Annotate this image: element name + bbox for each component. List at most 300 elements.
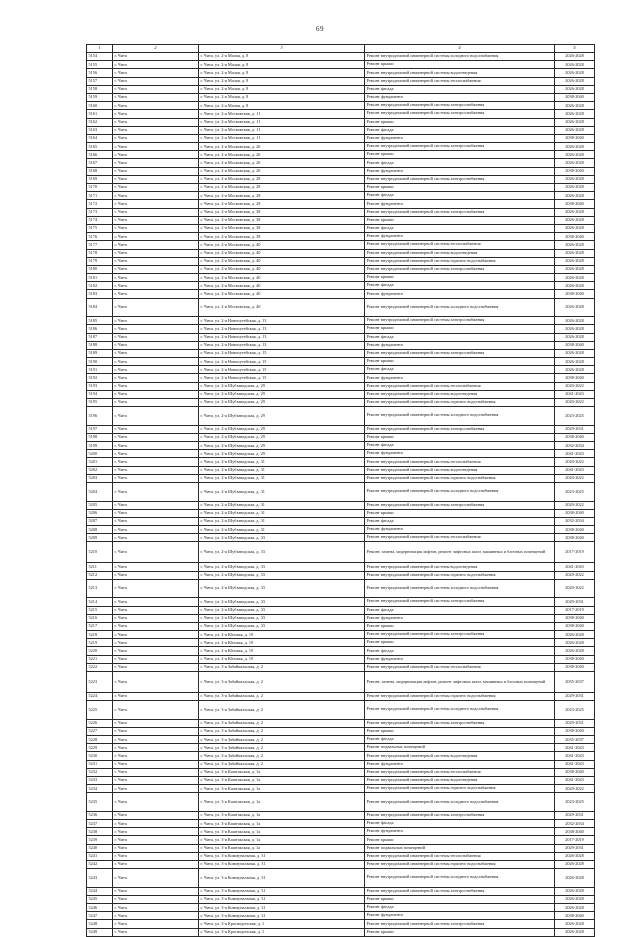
row-number: 5181 bbox=[87, 274, 113, 282]
row-address: г. Чита, ул. 2-я Московская, д. 40 bbox=[199, 265, 365, 273]
row-work-type: Ремонт внутридомовой инженерной системы горячего водоснабжения bbox=[365, 861, 555, 869]
row-number: 5206 bbox=[87, 509, 113, 517]
table-row bbox=[87, 442, 595, 450]
row-number: 5217 bbox=[87, 622, 113, 630]
row-city: г. Чита bbox=[113, 366, 199, 374]
row-period: 2026-2028 bbox=[555, 861, 595, 869]
row-number: 5163 bbox=[87, 126, 113, 134]
row-city: г. Чита bbox=[113, 407, 199, 426]
row-number: 5196 bbox=[87, 407, 113, 426]
row-city: г. Чита bbox=[113, 534, 199, 542]
row-number: 5249 bbox=[87, 928, 113, 936]
row-city: г. Чита bbox=[113, 727, 199, 735]
table-row bbox=[87, 785, 595, 793]
row-work-type: Ремонт фасада bbox=[365, 192, 555, 200]
row-period: 2038-2040 bbox=[555, 828, 595, 836]
row-address: г. Чита, ул. 3-я Забайкальская, д. 2 bbox=[199, 693, 365, 701]
header-col-4: 4 bbox=[365, 45, 555, 53]
row-number: 5160 bbox=[87, 102, 113, 110]
table-row bbox=[87, 118, 595, 126]
row-number: 5200 bbox=[87, 450, 113, 458]
row-number: 5218 bbox=[87, 631, 113, 639]
row-address: г. Чита, ул. 2-я Шубзаводская, д. 29 bbox=[199, 382, 365, 390]
row-work-type: Ремонт крыши bbox=[365, 639, 555, 647]
row-period: 2026-2028 bbox=[555, 852, 595, 860]
row-work-type: Ремонт фундамента bbox=[365, 134, 555, 142]
row-address: г. Чита, ул. 2-я Шубзаводская, д. 31 bbox=[199, 526, 365, 534]
table-row bbox=[87, 102, 595, 110]
row-address: г. Чита, ул. 3-я Коммунальная, д. 31 bbox=[199, 852, 365, 860]
row-period: 2026-2028 bbox=[555, 298, 595, 317]
row-work-type: Ремонт крыши bbox=[365, 274, 555, 282]
table-row bbox=[87, 175, 595, 183]
row-address: г. Чита, ул. 2-я Московская, д. 40 bbox=[199, 298, 365, 317]
row-city: г. Чита bbox=[113, 571, 199, 579]
row-address: г. Чита, ул. 2-я Юнская, д. 19 bbox=[199, 639, 365, 647]
row-work-type: Ремонт внутридомовой инженерной системы электроснабжения bbox=[365, 887, 555, 895]
row-work-type: Ремонт крыши bbox=[365, 358, 555, 366]
table-row bbox=[87, 192, 595, 200]
row-number: 5161 bbox=[87, 110, 113, 118]
row-city: г. Чита bbox=[113, 777, 199, 785]
row-period: 2038-2040 bbox=[555, 768, 595, 776]
table-row bbox=[87, 542, 595, 563]
row-number: 5247 bbox=[87, 912, 113, 920]
row-work-type: Ремонт внутридомовой инженерной системы электроснабжения bbox=[365, 317, 555, 325]
row-address: г. Чита, ул. 2-я Новопутейская, д. 13 bbox=[199, 341, 365, 349]
row-address: г. Чита, ул. 3-я Забайкальская, д. 2 bbox=[199, 672, 365, 693]
row-city: г. Чита bbox=[113, 895, 199, 903]
row-address: г. Чита, ул. 2-я Шубзаводская, д. 33 bbox=[199, 598, 365, 606]
row-number: 5175 bbox=[87, 224, 113, 232]
row-number: 5203 bbox=[87, 474, 113, 482]
row-number: 5171 bbox=[87, 192, 113, 200]
row-address: г. Чита, ул. 3-я Каштакская, д. 1а bbox=[199, 828, 365, 836]
row-city: г. Чита bbox=[113, 265, 199, 273]
row-work-type: Ремонт, замена, модернизация лифтов, ремонт лифтовых шахт, машинных и блочных помещений bbox=[365, 542, 555, 563]
row-number: 5236 bbox=[87, 811, 113, 819]
row-period: 2026-2028 bbox=[555, 282, 595, 290]
row-number: 5229 bbox=[87, 744, 113, 752]
row-address: г. Чита, ул. 2-я Шубзаводская, д. 29 bbox=[199, 407, 365, 426]
row-work-type: Ремонт внутридомовой инженерной системы водоотведения bbox=[365, 390, 555, 398]
row-city: г. Чита bbox=[113, 768, 199, 776]
row-number: 5226 bbox=[87, 719, 113, 727]
row-number: 5242 bbox=[87, 861, 113, 869]
table-row bbox=[87, 241, 595, 249]
row-work-type: Ремонт фундамента bbox=[365, 93, 555, 101]
row-number: 5224 bbox=[87, 693, 113, 701]
row-address: г. Чита, ул. 2-я Московская, д. 26 bbox=[199, 167, 365, 175]
row-period: 2041-2043 bbox=[555, 466, 595, 474]
row-work-type: Ремонт внутридомовой инженерной системы электроснабжения bbox=[365, 208, 555, 216]
row-work-type: Ремонт внутридомовой инженерной системы теплоснабжения bbox=[365, 852, 555, 860]
row-period: 2017-2019 bbox=[555, 606, 595, 614]
row-number: 5212 bbox=[87, 571, 113, 579]
row-address: г. Чита, ул. 2-я Московская, д. 26 bbox=[199, 151, 365, 159]
row-address: г. Чита, ул. 2-я Шубзаводская, д. 33 bbox=[199, 542, 365, 563]
row-city: г. Чита bbox=[113, 647, 199, 655]
row-city: г. Чита bbox=[113, 663, 199, 671]
table-row bbox=[87, 752, 595, 760]
table-row bbox=[87, 672, 595, 693]
row-work-type: Ремонт фасада bbox=[365, 820, 555, 828]
row-address: г. Чита, ул. 2-я Шубзаводская, д. 33 bbox=[199, 622, 365, 630]
row-period: 2041-2043 bbox=[555, 752, 595, 760]
table-row bbox=[87, 249, 595, 257]
row-address: г. Чита, ул. 2-я Московская, д. 26 bbox=[199, 159, 365, 167]
row-work-type: Ремонт подвальных помещений bbox=[365, 844, 555, 852]
row-city: г. Чита bbox=[113, 793, 199, 812]
row-work-type: Ремонт внутридомовой инженерной системы теплоснабжения bbox=[365, 534, 555, 542]
row-number: 5201 bbox=[87, 458, 113, 466]
row-address: г. Чита, ул. 3-я Забайкальская, д. 2 bbox=[199, 701, 365, 720]
row-address: г. Чита, ул. 2-я Шубзаводская, д. 29 bbox=[199, 425, 365, 433]
row-work-type: Ремонт фундамента bbox=[365, 912, 555, 920]
table-row bbox=[87, 736, 595, 744]
table-row bbox=[87, 200, 595, 208]
row-number: 5188 bbox=[87, 341, 113, 349]
row-number: 5198 bbox=[87, 433, 113, 441]
row-address: г. Чита, ул. 3-я Коммунальная, д. 31 bbox=[199, 869, 365, 888]
row-period: 2026-2028 bbox=[555, 53, 595, 61]
row-number: 5246 bbox=[87, 904, 113, 912]
table-row bbox=[87, 861, 595, 869]
row-address: г. Чита, ул. 3-я Коммунальная, д. 31 bbox=[199, 887, 365, 895]
row-period: 2026-2028 bbox=[555, 126, 595, 134]
table-row bbox=[87, 341, 595, 349]
table-row bbox=[87, 69, 595, 77]
row-number: 5197 bbox=[87, 425, 113, 433]
row-address: г. Чита, ул. 3-я Коммунальная, д. 31 bbox=[199, 904, 365, 912]
row-number: 5223 bbox=[87, 672, 113, 693]
row-city: г. Чита bbox=[113, 290, 199, 298]
row-work-type: Ремонт подвальных помещений bbox=[365, 744, 555, 752]
row-work-type: Ремонт внутридомовой инженерной системы горячего водоснабжения bbox=[365, 474, 555, 482]
table-row bbox=[87, 399, 595, 407]
row-city: г. Чита bbox=[113, 325, 199, 333]
table-row bbox=[87, 233, 595, 241]
row-city: г. Чита bbox=[113, 542, 199, 563]
row-city: г. Чита bbox=[113, 374, 199, 382]
row-city: г. Чита bbox=[113, 622, 199, 630]
row-period: 2035-2037 bbox=[555, 672, 595, 693]
row-address: г. Чита, ул. 3-я Коммунальная, д. 31 bbox=[199, 895, 365, 903]
row-work-type: Ремонт внутридомовой инженерной системы электроснабжения bbox=[365, 501, 555, 509]
row-number: 5248 bbox=[87, 920, 113, 928]
row-city: г. Чита bbox=[113, 167, 199, 175]
row-city: г. Чита bbox=[113, 450, 199, 458]
row-work-type: Ремонт фундамента bbox=[365, 614, 555, 622]
row-address: г. Чита, ул. 2-я Малая, д. 8 bbox=[199, 61, 365, 69]
row-number: 5154 bbox=[87, 53, 113, 61]
row-number: 5239 bbox=[87, 836, 113, 844]
row-work-type: Ремонт крыши bbox=[365, 118, 555, 126]
row-work-type: Ремонт фундамента bbox=[365, 760, 555, 768]
row-work-type: Ремонт фундамента bbox=[365, 655, 555, 663]
row-city: г. Чита bbox=[113, 298, 199, 317]
row-city: г. Чита bbox=[113, 928, 199, 936]
row-work-type: Ремонт крыши bbox=[365, 433, 555, 441]
row-work-type: Ремонт фасада bbox=[365, 517, 555, 525]
row-city: г. Чита bbox=[113, 85, 199, 93]
row-number: 5182 bbox=[87, 282, 113, 290]
row-address: г. Чита, ул. 2-я Шубзаводская, д. 31 bbox=[199, 501, 365, 509]
table-row bbox=[87, 382, 595, 390]
row-work-type: Ремонт внутридомовой инженерной системы холодного водоснабжения bbox=[365, 407, 555, 426]
table-row bbox=[87, 820, 595, 828]
row-period: 2026-2028 bbox=[555, 647, 595, 655]
row-number: 5219 bbox=[87, 639, 113, 647]
row-number: 5179 bbox=[87, 257, 113, 265]
row-number: 5204 bbox=[87, 483, 113, 502]
row-number: 5207 bbox=[87, 517, 113, 525]
row-work-type: Ремонт фасада bbox=[365, 366, 555, 374]
row-address: г. Чита, ул. 2-я Московская, д. 38 bbox=[199, 208, 365, 216]
row-city: г. Чита bbox=[113, 672, 199, 693]
row-city: г. Чита bbox=[113, 563, 199, 571]
row-period: 2026-2028 bbox=[555, 904, 595, 912]
row-period: 2026-2028 bbox=[555, 920, 595, 928]
row-number: 5176 bbox=[87, 233, 113, 241]
row-work-type: Ремонт фундамента bbox=[365, 167, 555, 175]
row-number: 5208 bbox=[87, 526, 113, 534]
row-work-type: Ремонт фасада bbox=[365, 159, 555, 167]
row-period: 2038-2040 bbox=[555, 93, 595, 101]
row-number: 5211 bbox=[87, 563, 113, 571]
row-address: г. Чита, ул. 2-я Московская, д. 40 bbox=[199, 282, 365, 290]
row-number: 5170 bbox=[87, 184, 113, 192]
row-address: г. Чита, ул. 2-я Московская, д. 28 bbox=[199, 184, 365, 192]
row-number: 5193 bbox=[87, 382, 113, 390]
row-city: г. Чита bbox=[113, 904, 199, 912]
row-city: г. Чита bbox=[113, 836, 199, 844]
row-period: 2035-2037 bbox=[555, 736, 595, 744]
row-address: г. Чита, ул. 2-я Шубзаводская, д. 33 bbox=[199, 579, 365, 598]
row-work-type: Ремонт внутридомовой инженерной системы теплоснабжения bbox=[365, 458, 555, 466]
row-address: г. Чита, ул. 3-я Коммунальная, д. 31 bbox=[199, 861, 365, 869]
row-work-type: Ремонт внутридомовой инженерной системы электроснабжения bbox=[365, 920, 555, 928]
row-number: 5205 bbox=[87, 501, 113, 509]
row-work-type: Ремонт внутридомовой инженерной системы холодного водоснабжения bbox=[365, 579, 555, 598]
row-address: г. Чита, ул. 2-я Малая, д. 8 bbox=[199, 53, 365, 61]
row-address: г. Чита, ул. 3-я Забайкальская, д. 2 bbox=[199, 744, 365, 752]
row-city: г. Чита bbox=[113, 425, 199, 433]
row-work-type: Ремонт фундамента bbox=[365, 828, 555, 836]
row-work-type: Ремонт фасада bbox=[365, 333, 555, 341]
table-row bbox=[87, 77, 595, 85]
row-address: г. Чита, ул. 2-я Шубзаводская, д. 29 bbox=[199, 450, 365, 458]
row-work-type: Ремонт внутридомовой инженерной системы водоотведения bbox=[365, 466, 555, 474]
row-address: г. Чита, ул. 2-я Московская, д. 38 bbox=[199, 224, 365, 232]
table-row bbox=[87, 760, 595, 768]
table-row bbox=[87, 501, 595, 509]
table-row bbox=[87, 869, 595, 888]
row-number: 5158 bbox=[87, 85, 113, 93]
row-city: г. Чита bbox=[113, 483, 199, 502]
row-period: 2038-2040 bbox=[555, 727, 595, 735]
header-col-3: 3 bbox=[199, 45, 365, 53]
row-period: 2026-2028 bbox=[555, 928, 595, 936]
table-row bbox=[87, 483, 595, 502]
row-work-type: Ремонт фасада bbox=[365, 224, 555, 232]
row-work-type: Ремонт внутридомовой инженерной системы теплоснабжения bbox=[365, 663, 555, 671]
row-address: г. Чита, ул. 2-я Новопутейская, д. 13 bbox=[199, 317, 365, 325]
row-address: г. Чита, ул. 2-я Московская, д. 40 bbox=[199, 274, 365, 282]
row-number: 5221 bbox=[87, 655, 113, 663]
table-row bbox=[87, 134, 595, 142]
row-city: г. Чита bbox=[113, 785, 199, 793]
row-city: г. Чита bbox=[113, 869, 199, 888]
row-city: г. Чита bbox=[113, 233, 199, 241]
row-address: г. Чита, ул. 3-я Коммунальная, д. 31 bbox=[199, 912, 365, 920]
row-city: г. Чита bbox=[113, 399, 199, 407]
table-row bbox=[87, 655, 595, 663]
row-city: г. Чита bbox=[113, 192, 199, 200]
row-number: 5214 bbox=[87, 598, 113, 606]
row-number: 5230 bbox=[87, 752, 113, 760]
row-period: 2038-2040 bbox=[555, 233, 595, 241]
table-row bbox=[87, 727, 595, 735]
row-city: г. Чита bbox=[113, 517, 199, 525]
row-work-type: Ремонт внутридомовой инженерной системы электроснабжения bbox=[365, 719, 555, 727]
row-number: 5191 bbox=[87, 366, 113, 374]
row-work-type: Ремонт внутридомовой инженерной системы электроснабжения bbox=[365, 265, 555, 273]
row-period: 2026-2028 bbox=[555, 192, 595, 200]
row-period: 2038-2040 bbox=[555, 655, 595, 663]
row-city: г. Чита bbox=[113, 349, 199, 357]
row-period: 2038-2040 bbox=[555, 374, 595, 382]
row-number: 5231 bbox=[87, 760, 113, 768]
row-address: г. Чита, ул. 2-я Шубзаводская, д. 29 bbox=[199, 399, 365, 407]
row-period: 2026-2028 bbox=[555, 216, 595, 224]
row-address: г. Чита, ул. 3-я Каштакская, д. 1а bbox=[199, 844, 365, 852]
row-period: 2026-2028 bbox=[555, 631, 595, 639]
row-number: 5177 bbox=[87, 241, 113, 249]
table-row bbox=[87, 811, 595, 819]
row-address: г. Чита, ул. 2-я Шубзаводская, д. 33 bbox=[199, 534, 365, 542]
row-city: г. Чита bbox=[113, 820, 199, 828]
table-row bbox=[87, 793, 595, 812]
row-address: г. Чита, ул. 3-я Каштакская, д. 1а bbox=[199, 811, 365, 819]
row-work-type: Ремонт внутридомовой инженерной системы горячего водоснабжения bbox=[365, 257, 555, 265]
table-row bbox=[87, 216, 595, 224]
table-row bbox=[87, 366, 595, 374]
row-address: г. Чита, ул. 3-я Каштакская, д. 1а bbox=[199, 785, 365, 793]
row-work-type: Ремонт крыши bbox=[365, 622, 555, 630]
row-address: г. Чита, ул. 3-я Забайкальская, д. 2 bbox=[199, 736, 365, 744]
row-city: г. Чита bbox=[113, 861, 199, 869]
row-address: г. Чита, ул. 3-я Забайкальская, д. 2 bbox=[199, 727, 365, 735]
row-work-type: Ремонт фасада bbox=[365, 126, 555, 134]
row-address: г. Чита, ул. 2-я Московская, д. 28 bbox=[199, 200, 365, 208]
row-address: г. Чита, ул. 2-я Шубзаводская, д. 29 bbox=[199, 433, 365, 441]
row-address: г. Чита, ул. 3-я Забайкальская, д. 2 bbox=[199, 760, 365, 768]
row-period: 2026-2028 bbox=[555, 143, 595, 151]
page-number: 69 bbox=[316, 25, 324, 33]
row-period: 2038-2040 bbox=[555, 622, 595, 630]
row-number: 5233 bbox=[87, 777, 113, 785]
row-period: 2032-2034 bbox=[555, 820, 595, 828]
row-work-type: Ремонт внутридомовой инженерной системы электроснабжения bbox=[365, 143, 555, 151]
row-number: 5166 bbox=[87, 151, 113, 159]
row-period: 2026-2028 bbox=[555, 249, 595, 257]
row-period: 2041-2043 bbox=[555, 744, 595, 752]
row-city: г. Чита bbox=[113, 216, 199, 224]
row-city: г. Чита bbox=[113, 69, 199, 77]
row-address: г. Чита, ул. 2-я Шубзаводская, д. 29 bbox=[199, 442, 365, 450]
row-city: г. Чита bbox=[113, 598, 199, 606]
row-city: г. Чита bbox=[113, 458, 199, 466]
row-number: 5220 bbox=[87, 647, 113, 655]
table-row bbox=[87, 290, 595, 298]
row-city: г. Чита bbox=[113, 752, 199, 760]
row-work-type: Ремонт крыши bbox=[365, 928, 555, 936]
table-row bbox=[87, 719, 595, 727]
row-work-type: Ремонт внутридомовой инженерной системы холодного водоснабжения bbox=[365, 793, 555, 812]
row-period: 2020-2022 bbox=[555, 571, 595, 579]
row-city: г. Чита bbox=[113, 53, 199, 61]
row-city: г. Чита bbox=[113, 631, 199, 639]
row-work-type: Ремонт внутридомовой инженерной системы холодного водоснабжения bbox=[365, 483, 555, 502]
row-work-type: Ремонт внутридомовой инженерной системы электроснабжения bbox=[365, 811, 555, 819]
row-period: 2020-2022 bbox=[555, 785, 595, 793]
row-number: 5210 bbox=[87, 542, 113, 563]
row-address: г. Чита, ул. 2-я Малая, д. 8 bbox=[199, 93, 365, 101]
row-work-type: Ремонт внутридомовой инженерной системы холодного водоснабжения bbox=[365, 53, 555, 61]
table-row bbox=[87, 110, 595, 118]
row-period: 2038-2040 bbox=[555, 200, 595, 208]
table-row bbox=[87, 208, 595, 216]
row-work-type: Ремонт внутридомовой инженерной системы электроснабжения bbox=[365, 110, 555, 118]
row-city: г. Чита bbox=[113, 920, 199, 928]
works-table bbox=[86, 44, 595, 937]
row-period: 2038-2040 bbox=[555, 167, 595, 175]
table-row bbox=[87, 282, 595, 290]
row-address: г. Чита, ул. 2-я Шубзаводская, д. 31 bbox=[199, 458, 365, 466]
row-city: г. Чита bbox=[113, 358, 199, 366]
table-row bbox=[87, 701, 595, 720]
table-row bbox=[87, 647, 595, 655]
row-work-type: Ремонт внутридомовой инженерной системы холодного водоснабжения bbox=[365, 701, 555, 720]
row-period: 2026-2028 bbox=[555, 61, 595, 69]
table-row bbox=[87, 425, 595, 433]
row-work-type: Ремонт внутридомовой инженерной системы электроснабжения bbox=[365, 349, 555, 357]
table-row bbox=[87, 126, 595, 134]
row-period: 2038-2040 bbox=[555, 534, 595, 542]
row-work-type: Ремонт внутридомовой инженерной системы водоотведения bbox=[365, 752, 555, 760]
row-city: г. Чита bbox=[113, 159, 199, 167]
row-number: 5167 bbox=[87, 159, 113, 167]
table-row bbox=[87, 844, 595, 852]
table-row bbox=[87, 433, 595, 441]
row-address: г. Чита, ул. 3-я Забайкальская, д. 2 bbox=[199, 663, 365, 671]
table-row bbox=[87, 526, 595, 534]
table-row bbox=[87, 143, 595, 151]
row-address: г. Чита, ул. 2-я Московская, д. 40 bbox=[199, 241, 365, 249]
row-period: 2026-2028 bbox=[555, 895, 595, 903]
row-work-type: Ремонт фундамента bbox=[365, 200, 555, 208]
row-period: 2029-2031 bbox=[555, 425, 595, 433]
row-address: г. Чита, ул. 2-я Юнская, д. 19 bbox=[199, 655, 365, 663]
row-work-type: Ремонт крыши bbox=[365, 509, 555, 517]
row-period: 2020-2022 bbox=[555, 399, 595, 407]
row-work-type: Ремонт фасада bbox=[365, 442, 555, 450]
row-address: г. Чита, ул. 2-я Юнская, д. 19 bbox=[199, 631, 365, 639]
row-address: г. Чита, ул. 2-я Московская, д. 11 bbox=[199, 126, 365, 134]
row-address: г. Чита, ул. 2-я Шубзаводская, д. 33 bbox=[199, 614, 365, 622]
row-period: 2041-2043 bbox=[555, 450, 595, 458]
